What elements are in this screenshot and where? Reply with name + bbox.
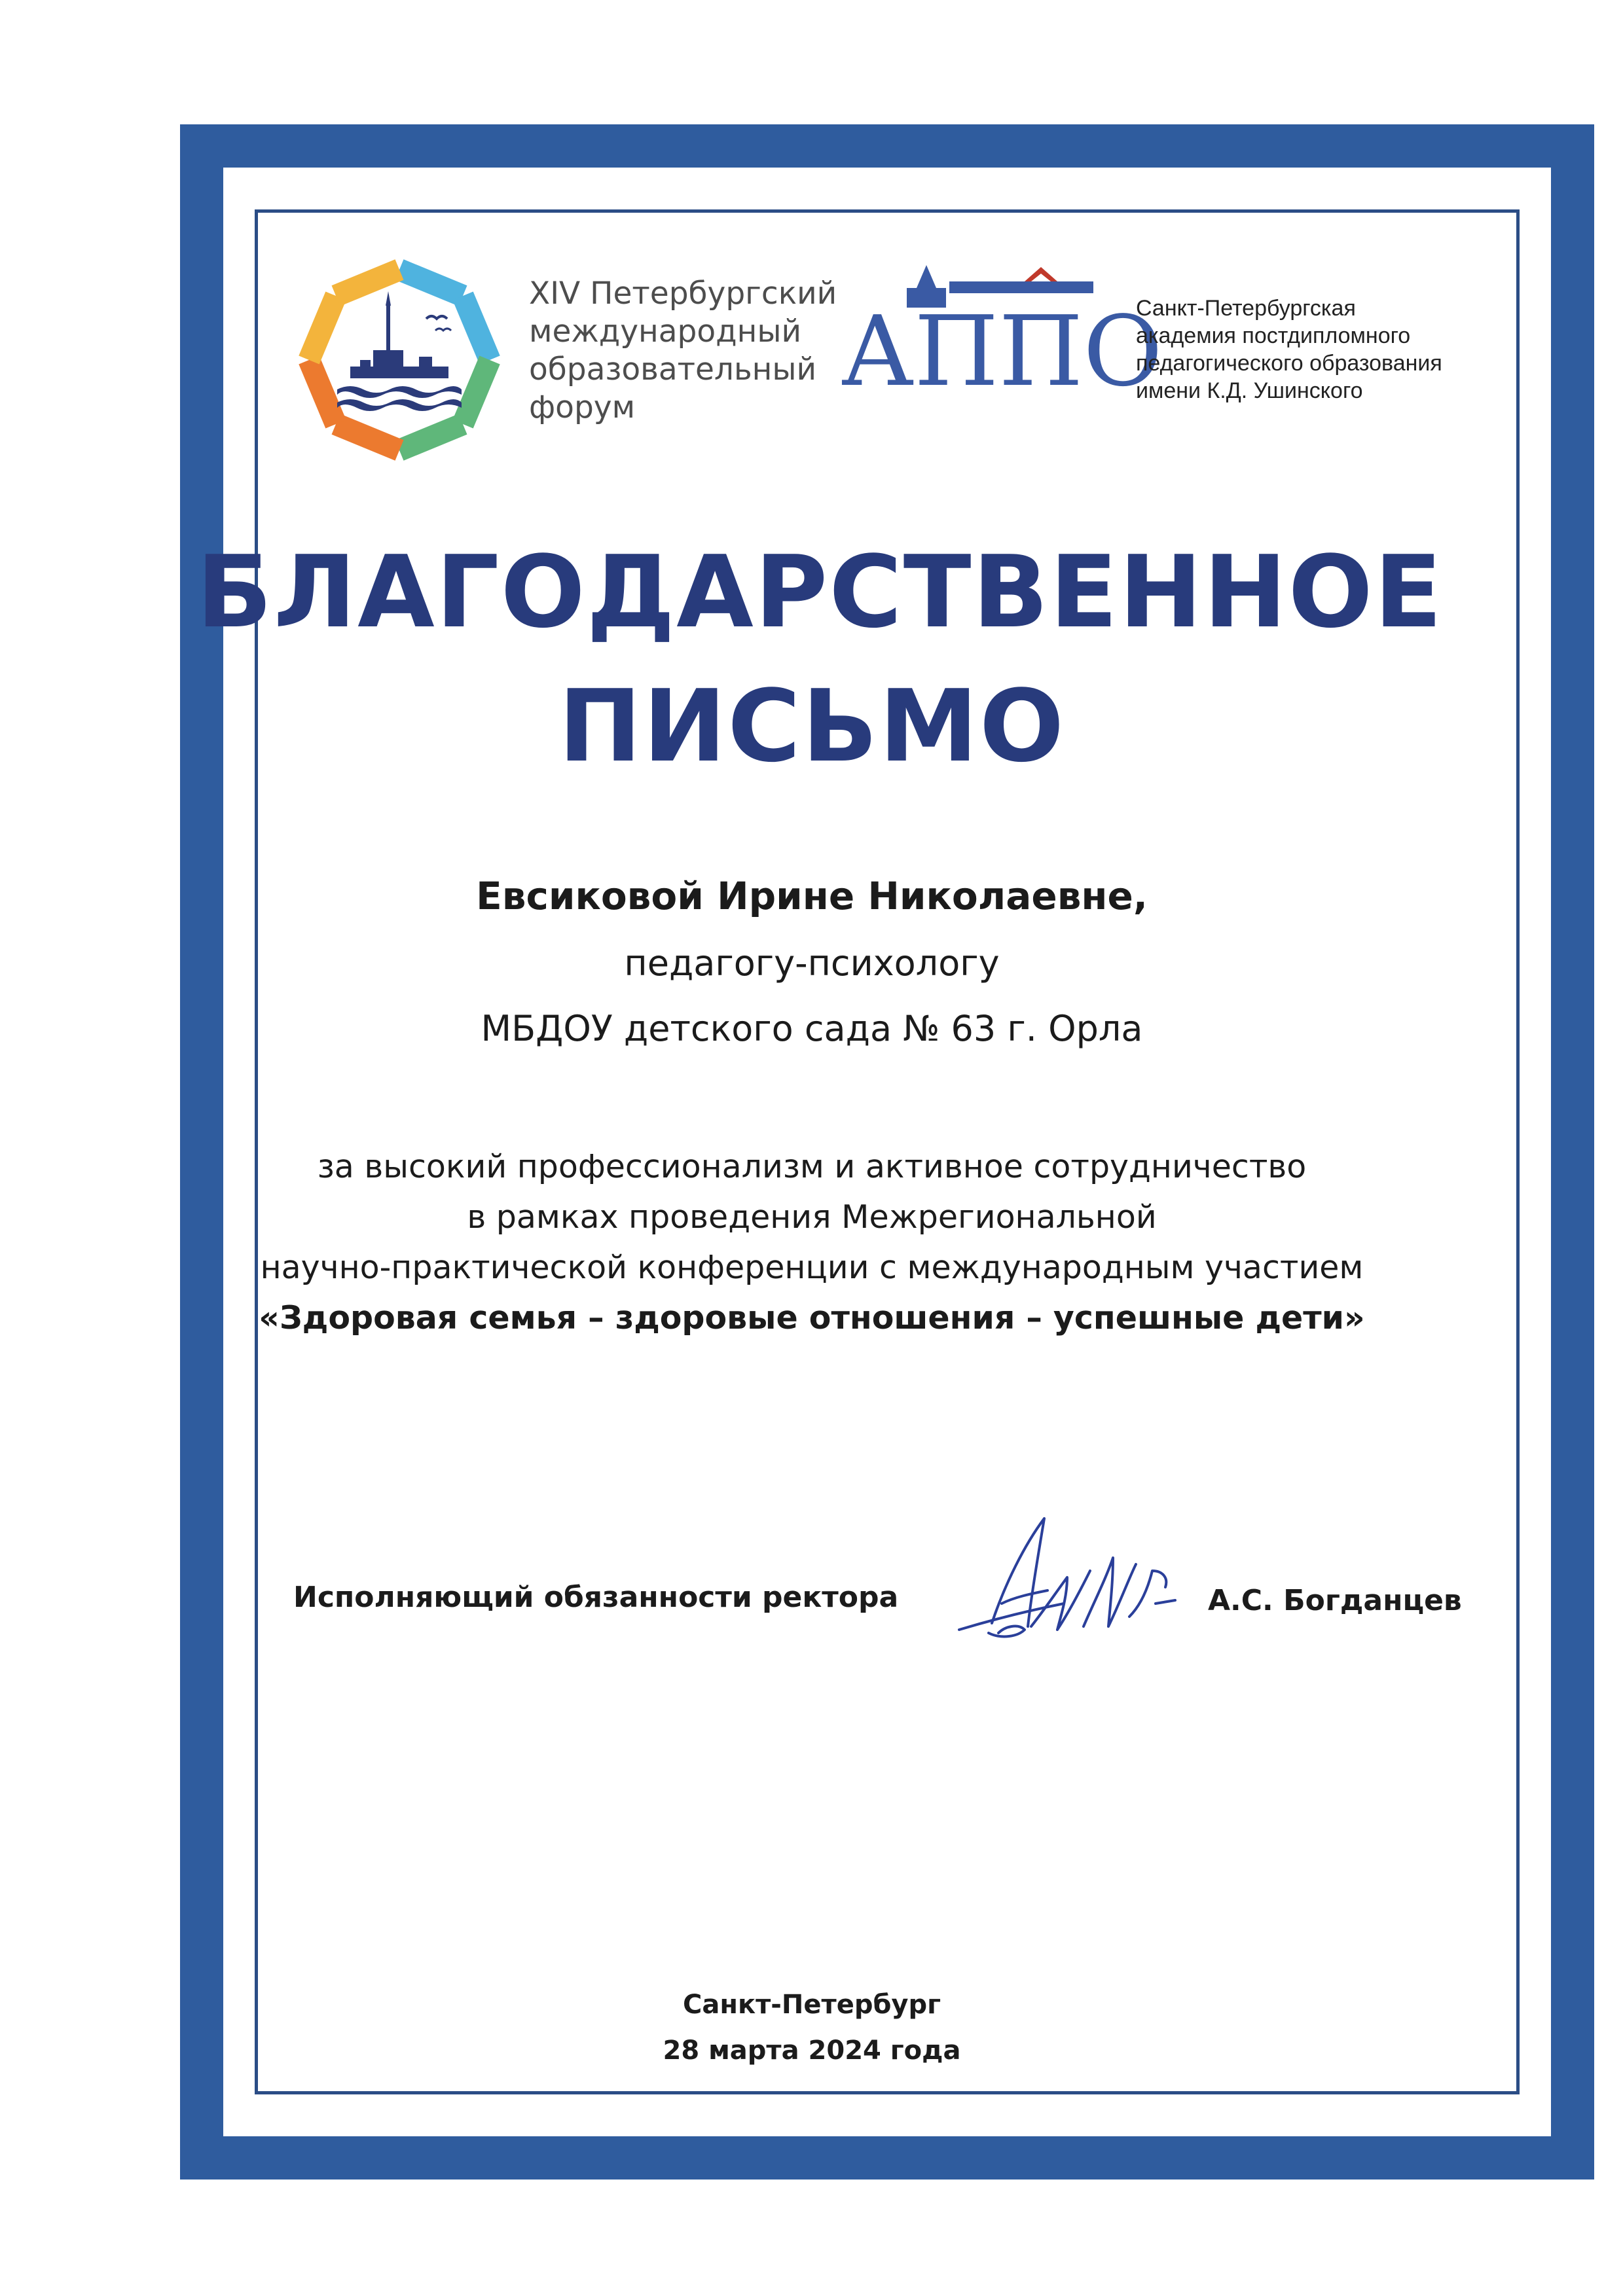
appo-logo-icon	[841, 262, 1163, 408]
forum-name-line: международный	[529, 314, 802, 350]
academy-name-line: Санкт-Петербургская	[1136, 296, 1356, 321]
academy-name	[1136, 295, 1442, 404]
signatory-name: А.С. Богданцев	[1208, 1584, 1462, 1617]
handwritten-signature-icon	[953, 1505, 1201, 1656]
body-text-line: в рамках проведения Межрегиональной	[467, 1198, 1157, 1236]
forum-name-line: форум	[529, 389, 636, 425]
issue-date: 28 марта 2024 года	[663, 2036, 961, 2066]
recipient-name: Евсиковой Ирине Николаевне,	[476, 874, 1148, 918]
issue-city: Санкт-Петербург	[682, 1990, 941, 2020]
recipient-organization: МБДОУ детского сада № 63 г. Орла	[481, 1008, 1143, 1049]
body-text-line: научно-практической конференции с международным участием	[260, 1249, 1364, 1286]
document-title-line1: БЛАГОДАРСТВЕННОЕ	[196, 534, 1444, 650]
forum-name-line: XIV Петербургский	[529, 276, 837, 312]
academy-name-line: академия постдипломного	[1136, 323, 1411, 348]
recipient-position: педагогу-психологу	[624, 942, 1000, 984]
forum-name-line: образовательный	[529, 351, 817, 387]
forum-name	[529, 275, 837, 427]
signatory-role: Исполняющий обязанности ректора	[293, 1581, 899, 1614]
conference-title: «Здоровая семья – здоровые отношения – успешные дети»	[259, 1299, 1365, 1336]
forum-logo-icon	[298, 259, 501, 461]
document-title-line2: ПИСЬМО	[558, 668, 1066, 784]
academy-name-line: имени К.Д. Ушинского	[1136, 378, 1363, 403]
appo-logo-letters: АППО	[841, 295, 1163, 408]
academy-name-line: педагогического образования	[1136, 351, 1442, 376]
body-text-line: за высокий профессионализм и активное сотрудничество	[317, 1148, 1307, 1185]
